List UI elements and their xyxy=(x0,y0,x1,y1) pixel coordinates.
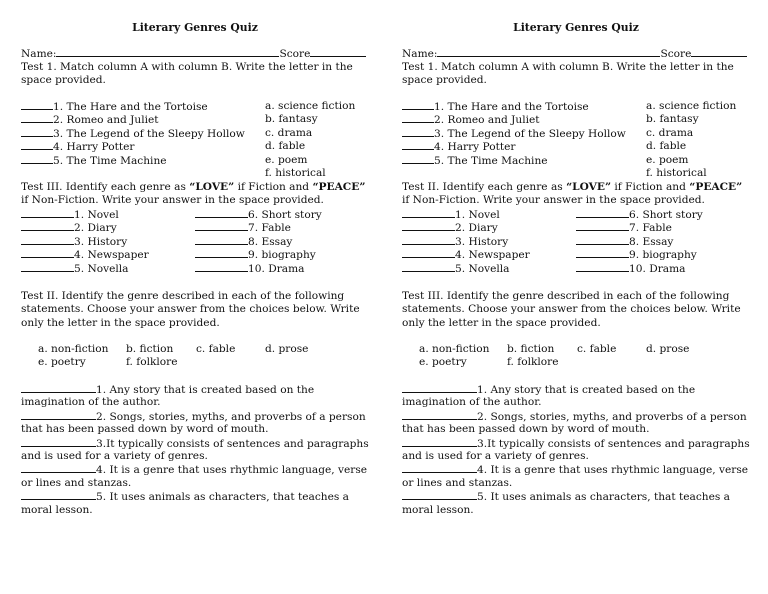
genre-item xyxy=(576,235,673,249)
statement-item xyxy=(402,410,747,424)
genre-choice: e. poetry xyxy=(38,356,86,368)
statement-text: 3.It typically consists of sentences and paragraphs xyxy=(96,437,369,450)
name-score-line xyxy=(21,47,366,61)
answer-blank xyxy=(402,127,434,137)
genre-choice: c. fable xyxy=(196,343,236,355)
genre-item-text: 7. Fable xyxy=(248,222,291,235)
statement-continuation: imagination of the author. xyxy=(402,396,542,409)
genre-item xyxy=(21,221,117,235)
match-item-text: 5. The Time Machine xyxy=(53,154,167,167)
answer-blank xyxy=(21,437,96,447)
answer-blank xyxy=(21,127,53,137)
answer-blank xyxy=(576,235,629,245)
genre-item-text: 4. Newspaper xyxy=(455,249,530,262)
genre-choice: f. folklore xyxy=(507,356,559,368)
statement-text: 4. It is a genre that uses rhythmic language, verse xyxy=(96,464,368,477)
genre-choice: f. folklore xyxy=(126,356,178,368)
match-choice: d. fable xyxy=(265,140,306,153)
match-item-text: 2. Romeo and Juliet xyxy=(53,114,159,127)
peace-keyword: “PEACE” xyxy=(312,181,366,193)
match-choice: e. poem xyxy=(265,153,308,166)
statement-continuation: that has been passed down by word of mouth. xyxy=(402,423,650,436)
genre-item xyxy=(576,262,685,276)
statement-continuation: moral lesson. xyxy=(402,503,474,516)
match-choice: b. fantasy xyxy=(646,113,699,126)
instr-text: if Fiction and xyxy=(611,181,690,193)
answer-blank xyxy=(402,154,434,164)
answer-blank xyxy=(402,463,477,473)
genre-item-text: 3. History xyxy=(455,235,509,248)
genre-choice: a. non-fiction xyxy=(419,343,490,355)
score-label: Score xyxy=(660,48,692,60)
test1-instructions: Test 1. Match column A with column B. Write the letter in the space provided. xyxy=(21,61,353,87)
answer-blank xyxy=(21,113,53,123)
statement-text: 3.It typically consists of sentences and paragraphs xyxy=(477,437,750,450)
match-item xyxy=(21,154,167,168)
answer-blank xyxy=(576,208,629,218)
answer-blank xyxy=(21,208,74,218)
genre-choice: b. fiction xyxy=(507,343,555,355)
answer-blank xyxy=(402,490,477,500)
answer-blank xyxy=(195,208,248,218)
genre-item-text: 3. History xyxy=(74,235,128,248)
genre-item xyxy=(195,262,304,276)
answer-blank xyxy=(402,113,434,123)
statement-text: 5. It uses animals as characters, that teaches a xyxy=(477,491,730,504)
match-item-text: 4. Harry Potter xyxy=(434,141,516,154)
statement-continuation: that has been passed down by word of mouth. xyxy=(21,423,269,436)
test3-instructions: Test III. Identify the genre described in each of the following statements. Choose your answer from the choices below. Write only the letter in the space provided. xyxy=(402,290,741,329)
genre-item-text: 5. Novella xyxy=(74,262,129,275)
instr-text: Test II. Identify each genre as xyxy=(402,181,567,193)
name-label: Name: xyxy=(21,48,57,60)
genre-item-text: 10. Drama xyxy=(629,262,686,275)
answer-blank xyxy=(402,235,455,245)
genre-item xyxy=(402,262,509,276)
genre-choice: a. non-fiction xyxy=(38,343,109,355)
answer-blank xyxy=(195,235,248,245)
statement-item xyxy=(21,410,366,424)
answer-blank xyxy=(21,221,74,231)
genre-item-text: 1. Novel xyxy=(455,209,500,221)
answer-blank xyxy=(402,383,477,393)
statement-item xyxy=(402,490,730,504)
answer-blank xyxy=(402,208,455,218)
match-item xyxy=(402,100,589,114)
genre-item xyxy=(576,208,703,222)
quiz-title: Literary Genres Quiz xyxy=(132,21,258,34)
test2-instructions xyxy=(402,181,750,208)
answer-blank xyxy=(402,221,455,231)
statement-text: 1. Any story that is created based on the xyxy=(477,384,696,396)
answer-blank xyxy=(402,437,477,447)
name-blank xyxy=(437,47,660,57)
test3-instructions: Test II. Identify the genre described in each of the following statements. Choose your answer from the choices below. Write only the letter in the space provided. xyxy=(21,290,360,329)
answer-blank xyxy=(21,490,96,500)
answer-blank xyxy=(21,140,53,150)
answer-blank xyxy=(21,100,53,110)
love-keyword: “LOVE” xyxy=(566,181,612,193)
statement-text: 2. Songs, stories, myths, and proverbs of a person xyxy=(96,410,366,423)
statement-continuation: or lines and stanzas. xyxy=(21,476,132,489)
love-keyword: “LOVE” xyxy=(189,181,235,193)
match-item-text: 3. The Legend of the Sleepy Hollow xyxy=(434,127,626,140)
answer-blank xyxy=(21,463,96,473)
genre-item xyxy=(576,221,672,235)
genre-item-text: 6. Short story xyxy=(248,209,322,221)
genre-item xyxy=(402,248,530,262)
match-item xyxy=(402,154,548,168)
statement-continuation: imagination of the author. xyxy=(21,396,161,409)
answer-blank xyxy=(402,140,434,150)
match-item xyxy=(402,140,515,154)
match-item-text: 4. Harry Potter xyxy=(53,141,135,154)
statement-text: 1. Any story that is created based on the xyxy=(96,384,315,396)
statement-text: 5. It uses animals as characters, that teaches a xyxy=(96,491,349,504)
statement-text: 4. It is a genre that uses rhythmic language, verse xyxy=(477,464,749,477)
statement-item xyxy=(21,463,367,477)
genre-item xyxy=(195,221,291,235)
statement-continuation: and is used for a variety of genres. xyxy=(402,450,589,462)
score-blank xyxy=(310,47,366,57)
genre-item xyxy=(195,208,322,222)
answer-blank xyxy=(21,383,96,393)
name-label: Name: xyxy=(402,48,438,60)
match-choice: c. drama xyxy=(646,126,694,139)
match-item xyxy=(402,127,626,141)
genre-item-text: 5. Novella xyxy=(455,262,510,275)
match-item-text: 1. The Hare and the Tortoise xyxy=(434,101,589,113)
statement-item xyxy=(21,383,314,397)
match-item xyxy=(21,113,159,127)
instr-text: if Non-Fiction. Write your answer in the space provided. xyxy=(402,194,705,207)
match-item-text: 5. The Time Machine xyxy=(434,154,548,167)
test1-instructions: Test 1. Match column A with column B. Write the letter in the space provided. xyxy=(402,61,734,87)
genre-item-text: 9. biography xyxy=(248,249,316,262)
answer-blank xyxy=(402,100,434,110)
match-item xyxy=(21,140,134,154)
genre-item-text: 7. Fable xyxy=(629,222,672,235)
name-score-line xyxy=(402,47,747,61)
test2-instructions xyxy=(21,181,369,208)
match-choice: f. historical xyxy=(265,167,326,179)
match-choice: d. fable xyxy=(646,140,687,153)
match-choice: e. poem xyxy=(646,153,689,166)
answer-blank xyxy=(402,248,455,258)
instr-text: if Fiction and xyxy=(234,181,313,193)
answer-blank xyxy=(402,410,477,420)
answer-blank xyxy=(195,262,248,272)
match-choice: a. science fiction xyxy=(265,100,356,112)
genre-item-text: 6. Short story xyxy=(629,209,703,221)
statement-item xyxy=(402,437,750,451)
answer-blank xyxy=(576,262,629,272)
answer-blank xyxy=(195,248,248,258)
genre-choice: d. prose xyxy=(646,343,690,355)
genre-item-text: 1. Novel xyxy=(74,209,119,221)
match-item xyxy=(402,113,540,127)
match-choice: c. drama xyxy=(265,126,313,139)
genre-choice: e. poetry xyxy=(419,356,467,368)
statement-text: 2. Songs, stories, myths, and proverbs of a person xyxy=(477,410,747,423)
name-blank xyxy=(56,47,279,57)
genre-item xyxy=(576,248,697,262)
quiz-left xyxy=(21,0,369,594)
match-item xyxy=(21,127,245,141)
match-choice: f. historical xyxy=(646,167,707,179)
genre-item xyxy=(402,221,498,235)
statement-continuation: or lines and stanzas. xyxy=(402,476,513,489)
genre-item xyxy=(402,208,500,222)
statement-item xyxy=(402,463,748,477)
genre-item-text: 4. Newspaper xyxy=(74,249,149,262)
score-label: Score xyxy=(279,48,311,60)
statement-continuation: and is used for a variety of genres. xyxy=(21,450,208,462)
genre-item xyxy=(21,248,149,262)
match-item xyxy=(21,100,208,114)
answer-blank xyxy=(195,221,248,231)
answer-blank xyxy=(21,248,74,258)
score-blank xyxy=(691,47,747,57)
peace-keyword: “PEACE” xyxy=(689,181,743,193)
genre-item xyxy=(21,235,127,249)
match-choice: a. science fiction xyxy=(646,100,737,112)
answer-blank xyxy=(21,262,74,272)
statement-continuation: moral lesson. xyxy=(21,503,93,516)
instr-text: Test III. Identify each genre as xyxy=(21,181,190,193)
answer-blank xyxy=(21,410,96,420)
quiz-title: Literary Genres Quiz xyxy=(513,21,639,34)
genre-choice: b. fiction xyxy=(126,343,174,355)
answer-blank xyxy=(21,235,74,245)
match-choice: b. fantasy xyxy=(265,113,318,126)
match-item-text: 3. The Legend of the Sleepy Hollow xyxy=(53,127,245,140)
statement-item xyxy=(21,490,349,504)
genre-item xyxy=(21,262,128,276)
genre-item xyxy=(195,248,316,262)
answer-blank xyxy=(21,154,53,164)
match-item-text: 2. Romeo and Juliet xyxy=(434,114,540,127)
match-item-text: 1. The Hare and the Tortoise xyxy=(53,101,208,113)
genre-item-text: 10. Drama xyxy=(248,262,305,275)
answer-blank xyxy=(402,262,455,272)
genre-item-text: 9. biography xyxy=(629,249,697,262)
genre-choice: c. fable xyxy=(577,343,617,355)
instr-text: if Non-Fiction. Write your answer in the space provided. xyxy=(21,194,324,207)
statement-item xyxy=(21,437,369,451)
genre-item xyxy=(195,235,292,249)
genre-item xyxy=(21,208,119,222)
genre-item-text: 8. Essay xyxy=(629,235,674,248)
statement-item xyxy=(402,383,695,397)
genre-item-text: 2. Diary xyxy=(74,222,117,235)
genre-item-text: 8. Essay xyxy=(248,235,293,248)
genre-item-text: 2. Diary xyxy=(455,222,498,235)
answer-blank xyxy=(576,248,629,258)
genre-item xyxy=(402,235,508,249)
genre-choice: d. prose xyxy=(265,343,309,355)
quiz-right xyxy=(402,0,750,594)
answer-blank xyxy=(576,221,629,231)
